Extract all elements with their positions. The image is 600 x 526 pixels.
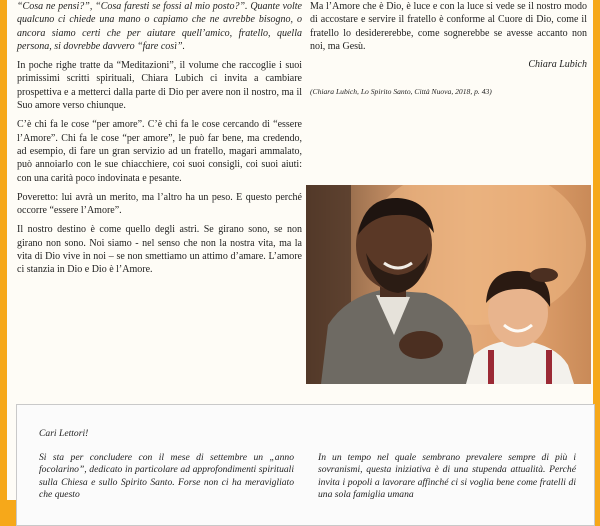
photo-illustration	[306, 185, 591, 384]
letter-left-text: Si sta per concludere con il mese di settembre un „anno focolarino”, dedicato in particolare ad approfondimenti spirituali sulla Chiesa e sullo Spirito Santo. Forse non ci ha meravigliato che questo	[39, 452, 294, 500]
intro-quote: “Cosa ne pensi?”, “Cosa faresti se fossi al mio posto?”. Quante volte qualcuno ci chiede una mano o capiamo che ne avrebbe bisogno, o ancora siamo certi che per aiutare quell’amico, fratello, quella persona, si dovrebbe davvero “fare così”.	[17, 1, 302, 52]
source-citation: (Chiara Lubich, Lo Spirito Santo, Città Nuova, 2018, p. 43)	[310, 87, 492, 97]
paragraph-astri: Il nostro destino è come quello degli astri. Se girano sono, se non girano non sono. Noi siamo - nel senso che non la nostra vita, ma la vita di Dio vive in noi – se non smettiamo un attimo d’amare. L’amore ci stanzia in Dio e Dio è l’Amore.	[17, 224, 302, 276]
right-column	[310, 0, 587, 99]
photo-man-and-boy	[306, 185, 591, 384]
letter-right-text: In un tempo nel quale sembrano prevalere sempre di più i sovranismi, questa iniziativa è di una stupenda attualità. Perché invita i popoli a lavorare affinché ci si voglia bene come fratelli di una sola famiglia umana	[318, 452, 576, 500]
magazine-page	[7, 0, 593, 500]
letter-box	[16, 404, 595, 526]
paragraph-per-amore: C’è chi fa le cose “per amore”. C’è chi fa le cose cercando di “essere l’Amore”. Chi fa le cose “per amore”, le può far bene, ma credendo, ad esempio, di fare un gran servizio ad un fratello, magari ammalato, può annoiarlo con le sue chiacchiere, coi suoi consigli, coi suoi aiuti: con una carità poco indovinata e pesante.	[17, 119, 302, 184]
author-signature: Chiara Lubich	[528, 59, 587, 71]
letter-greeting: Cari Lettori!	[39, 428, 89, 439]
paragraph-amore-luce: Ma l’Amore che è Dio, è luce e con la luce si vede se il nostro modo di accostare e servire il fratello è conforme al Cuore di Dio, come il fratello lo desidererebbe, come sognerebbe se avesse accanto non noi, ma Gesù.	[310, 1, 587, 52]
left-column	[17, 0, 302, 283]
paragraph-meditazioni: In poche righe tratte da “Meditazioni”, il volume che raccoglie i suoi primissimi scritti spirituali, Chiara Lubich ci invita a cambiare prospettiva e a metterci dalla parte di Dio per avere non il nostro, ma il Suo amore verso chiunque.	[17, 60, 302, 112]
paragraph-poveretto: Poveretto: lui avrà un merito, ma l’altro ha un peso. E questo perché occorre “essere l’Amore”.	[17, 191, 302, 217]
